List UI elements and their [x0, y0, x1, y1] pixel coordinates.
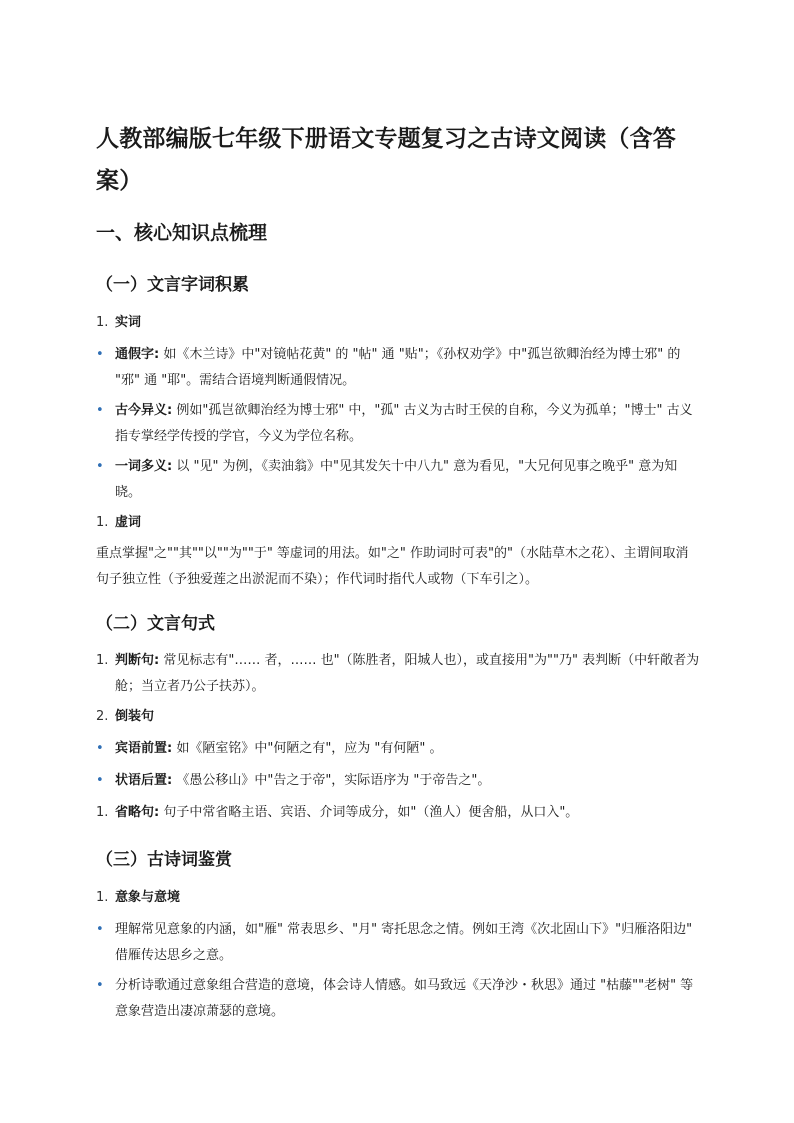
bullet-item: [96, 342, 700, 394]
bullet-text: 如《陋室铭》中"何陋之有"，应为 "有何陋" 。: [172, 741, 443, 756]
list-item: [96, 800, 700, 826]
bullet-item: [96, 973, 700, 1025]
list-item: [96, 885, 700, 911]
list-term: 省略句:: [115, 805, 160, 820]
list-item: [96, 704, 700, 730]
bullet-term: 宾语前置:: [115, 741, 173, 756]
list-number: 1.: [96, 890, 109, 905]
bullet-item: [96, 917, 700, 969]
subsection-heading-vocabulary: （一）文言字词积累: [96, 275, 249, 295]
bullet-term: 一词多义:: [115, 459, 173, 474]
paragraph-function-words: 重点掌握"之""其""以""为""于" 等虚词的用法。如"之" 作助词时可表"的"（水陆草木之花）、主谓间取消句子独立性（予独爱莲之出淤泥而不染）；作代词时指代人或物（下车引之）。: [96, 546, 689, 587]
bullet-dot-icon: •: [96, 978, 104, 993]
list-label: 虚词: [115, 515, 142, 530]
subsection-heading-sentence-patterns: （二）文言句式: [96, 614, 215, 634]
document-title: 人教部编版七年级下册语文专题复习之古诗文阅读（含答案）: [96, 126, 676, 194]
list-number: 2.: [96, 709, 109, 724]
bullet-dot-icon: •: [96, 403, 104, 418]
list-item: [96, 310, 700, 336]
bullet-dot-icon: •: [96, 773, 104, 788]
subsection-heading-poetry-appreciation: （三）古诗词鉴赏: [96, 850, 232, 870]
bullet-item: [96, 454, 700, 506]
bullet-term: 古今异义:: [115, 403, 173, 418]
bullet-term: 通假字:: [115, 347, 160, 362]
bullet-dot-icon: •: [96, 347, 104, 362]
bullet-item: [96, 398, 700, 450]
bullet-term: 状语后置:: [115, 773, 173, 788]
list-label: 实词: [115, 315, 142, 330]
section-heading-core-knowledge: 一、核心知识点梳理: [96, 222, 268, 244]
list-text: 句子中常省略主语、宾语、介词等成分，如"（渔人）便舍船，从口入"。: [159, 805, 579, 820]
list-text: 常见标志有"…… 者，…… 也"（陈胜者，阳城人也），或直接用"为""乃" 表判断（中轩敞者为舱；当立者乃公子扶苏）。: [115, 653, 700, 694]
list-number: 1.: [96, 315, 109, 330]
list-item: [96, 648, 700, 700]
bullet-item: [96, 768, 700, 794]
list-number: 1.: [96, 653, 109, 668]
list-number: 1.: [96, 515, 109, 530]
bullet-text: 分析诗歌通过意象组合营造的意境，体会诗人情感。如马致远《天净沙・秋思》通过 "枯藤""老树" 等意象营造出凄凉萧瑟的意境。: [115, 978, 694, 1019]
bullet-text: 《愚公移山》中"告之于帝"，实际语序为 "于帝告之"。: [172, 773, 491, 788]
list-number: 1.: [96, 805, 109, 820]
bullet-text: 以 "见" 为例，《卖油翁》中"见其发矢十中八九" 意为看见，"大兄何见事之晚乎" 意为知晓。: [115, 459, 678, 500]
bullet-text: 如《木兰诗》中"对镜帖花黄" 的 "帖" 通 "贴"；《孙权劝学》中"孤岂欲卿治经为博士邪" 的 "邪" 通 "耶"。需结合语境判断通假情况。: [115, 347, 681, 388]
bullet-dot-icon: •: [96, 741, 104, 756]
list-item: [96, 510, 700, 536]
list-label: 倒装句: [115, 709, 155, 724]
list-label: 意象与意境: [115, 890, 181, 905]
bullet-item: [96, 736, 700, 762]
bullet-dot-icon: •: [96, 459, 104, 474]
bullet-dot-icon: •: [96, 922, 104, 937]
bullet-text: 例如"孤岂欲卿治经为博士邪" 中，"孤" 古义为古时王侯的自称，今义为孤单；"博士" 古义指专掌经学传授的学官，今义为学位名称。: [115, 403, 693, 444]
list-term: 判断句:: [115, 653, 160, 668]
bullet-text: 理解常见意象的内涵，如"雁" 常表思乡、"月" 寄托思念之情。例如王湾《次北固山下》"归雁洛阳边" 借雁传达思乡之意。: [115, 922, 693, 963]
